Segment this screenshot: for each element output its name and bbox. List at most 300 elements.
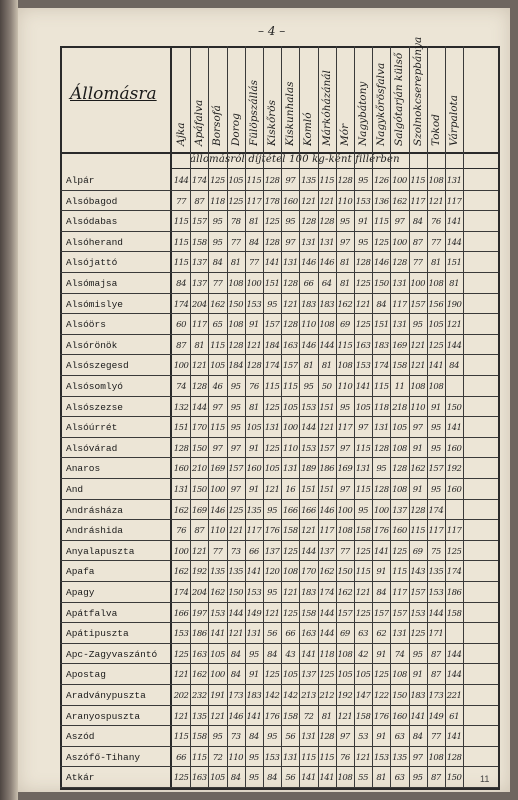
tariff-cell: 100	[392, 237, 407, 248]
tariff-cell: 95	[358, 176, 368, 186]
destination-column-header	[336, 50, 354, 150]
tariff-cell: 81	[430, 258, 441, 269]
tariff-cell: 141	[410, 711, 426, 722]
destination-name: Dorog	[229, 113, 242, 146]
station-name: Apagy	[66, 587, 95, 598]
tariff-cell: 117	[246, 196, 262, 207]
tariff-cell: 76	[430, 217, 441, 228]
tariff-cell: 100	[282, 423, 298, 434]
tariff-cell: 158	[301, 608, 316, 619]
tariff-cell: 118	[373, 402, 389, 413]
tariff-cell: 115	[173, 732, 189, 743]
tariff-cell: 69	[412, 546, 423, 557]
tariff-cell: 160	[392, 526, 407, 537]
tariff-cell: 131	[446, 176, 462, 186]
tariff-cell: 72	[303, 711, 314, 722]
tariff-cell: 184	[228, 361, 244, 372]
tariff-cell: 131	[301, 237, 316, 248]
tariff-cell: 97	[412, 752, 423, 763]
tariff-cell: 131	[392, 279, 407, 289]
tariff-cell: 91	[248, 485, 259, 495]
tariff-cell: 81	[449, 279, 459, 289]
tariff-cell: 128	[392, 464, 407, 475]
tariff-cell: 137	[301, 670, 316, 681]
tariff-cell: 128	[373, 485, 389, 495]
tariff-cell: 117	[446, 196, 462, 207]
tariff-cell: 135	[246, 505, 262, 516]
station-name: Andráshida	[66, 525, 124, 537]
tariff-cell: 163	[191, 649, 207, 660]
tariff-cell: 131	[392, 629, 407, 640]
tariff-cell: 121	[282, 299, 298, 310]
station-name: Alsóvárad	[66, 442, 118, 454]
tariff-cell: 135	[428, 567, 444, 578]
tariff-cell: 166	[282, 505, 298, 516]
destination-column-header	[190, 50, 208, 150]
tariff-cell: 184	[264, 340, 280, 351]
station-name: Apafa	[66, 566, 95, 578]
tariff-cell: 108	[337, 773, 353, 784]
tariff-cell: 87	[430, 773, 441, 784]
tariff-cell: 95	[212, 237, 223, 248]
tariff-cell: 125	[173, 773, 189, 784]
tariff-cell: 84	[412, 732, 423, 743]
tariff-cell: 153	[373, 752, 389, 763]
tariff-cell: 84	[449, 361, 459, 372]
tariff-cell: 131	[264, 423, 280, 434]
tariff-cell: 87	[194, 196, 205, 207]
tariff-cell: 55	[358, 773, 368, 784]
row-divider	[60, 787, 498, 788]
tariff-cell: 144	[428, 608, 444, 619]
tariff-cell: 171	[428, 629, 444, 640]
station-name: Andrásháza	[66, 504, 124, 516]
tariff-cell: 46	[212, 382, 223, 392]
tariff-cell: 174	[446, 567, 462, 578]
table-row	[60, 479, 498, 500]
tariff-cell: 163	[301, 629, 316, 640]
tariff-cell: 108	[410, 382, 426, 392]
book-binding-edge	[0, 0, 18, 800]
tariff-cell: 91	[376, 649, 387, 660]
tariff-cell: 121	[246, 340, 262, 351]
tariff-cell: 150	[337, 567, 353, 578]
tariff-cell: 174	[173, 299, 189, 310]
tariff-cell: 95	[430, 443, 441, 454]
table-row	[60, 644, 498, 665]
tariff-cell: 105	[210, 361, 225, 372]
tariff-cell: 125	[173, 649, 189, 660]
tariff-cell: 173	[228, 691, 244, 701]
tariff-cell: 115	[173, 237, 189, 248]
tariff-cell: 212	[319, 691, 335, 701]
page-number: – 4 –	[258, 24, 286, 38]
tariff-cell: 169	[392, 340, 407, 351]
tariff-cell: 158	[392, 361, 407, 372]
tariff-cell: 162	[337, 299, 353, 310]
tariff-cell: 141	[210, 629, 225, 640]
tariff-cell: 95	[267, 732, 277, 743]
tariff-cell: 95	[358, 505, 368, 516]
tariff-cell: 121	[228, 526, 244, 537]
tariff-cell: 95	[430, 423, 441, 434]
tariff-cell: 115	[173, 217, 189, 228]
tariff-cell: 162	[210, 588, 225, 598]
tariff-cell: 84	[248, 732, 259, 743]
tariff-cell: 66	[285, 629, 296, 640]
tariff-cell: 77	[339, 546, 350, 557]
tariff-cell: 95	[412, 773, 423, 784]
destination-column-header	[263, 50, 281, 150]
tariff-table	[60, 36, 498, 788]
tariff-cell: 176	[264, 526, 280, 537]
tariff-cell: 150	[446, 402, 462, 413]
tariff-cell: 77	[176, 196, 186, 207]
tariff-cell: 95	[339, 402, 350, 413]
tariff-cell: 110	[210, 526, 225, 537]
tariff-cell: 118	[319, 649, 335, 660]
tariff-cell: 153	[428, 588, 444, 598]
tariff-cell: 126	[373, 176, 389, 186]
tariff-cell: 128	[355, 258, 371, 269]
tariff-cell: 146	[301, 258, 316, 269]
tariff-cell: 105	[392, 423, 407, 434]
station-header: Állomásra	[70, 84, 157, 104]
tariff-cell: 95	[430, 485, 441, 495]
tariff-cell: 97	[285, 237, 296, 248]
table-row	[60, 706, 498, 727]
destination-column-header	[281, 50, 299, 150]
tariff-cell: 125	[355, 608, 371, 619]
tariff-cell: 63	[394, 773, 405, 784]
tariff-cell: 115	[410, 526, 426, 537]
tariff-cell: 135	[392, 752, 407, 763]
tariff-cell: 190	[446, 299, 462, 310]
table-row	[60, 232, 498, 253]
tariff-cell: 115	[410, 176, 426, 186]
tariff-cell: 128	[319, 217, 335, 228]
tariff-cell: 63	[394, 732, 405, 743]
tariff-cell: 100	[410, 279, 426, 289]
station-name: Alpár	[66, 175, 95, 186]
tariff-cell: 108	[337, 649, 353, 660]
tariff-cell: 115	[210, 423, 225, 434]
tariff-cell: 157	[373, 608, 389, 619]
tariff-cell: 150	[392, 691, 407, 701]
tariff-cell: 125	[264, 217, 280, 228]
tariff-cell: 108	[319, 320, 335, 331]
tariff-cell: 115	[319, 752, 335, 763]
table-row	[60, 170, 498, 191]
column-divider	[409, 46, 410, 788]
tariff-cell: 118	[210, 196, 225, 207]
tariff-cell: 163	[282, 340, 298, 351]
tariff-cell: 128	[228, 340, 244, 351]
tariff-cell: 108	[228, 320, 244, 331]
table-row	[60, 561, 498, 582]
tariff-cell: 183	[301, 588, 316, 598]
tariff-cell: 95	[212, 732, 223, 743]
tariff-cell: 169	[191, 505, 207, 516]
tariff-cell: 63	[358, 629, 368, 640]
tariff-cell: 95	[412, 649, 423, 660]
tariff-cell: 174	[373, 361, 389, 372]
tariff-cell: 151	[373, 320, 389, 331]
tariff-cell: 221	[446, 691, 462, 701]
tariff-cell: 77	[212, 546, 223, 557]
tariff-cell: 160	[246, 464, 262, 475]
destination-name: Kiskőrös	[266, 99, 278, 146]
tariff-cell: 157	[428, 464, 444, 475]
tariff-cell: 174	[191, 176, 207, 186]
tariff-cell: 144	[301, 546, 316, 557]
tariff-cell: 91	[412, 443, 423, 454]
tariff-cell: 76	[339, 752, 350, 763]
tariff-cell: 108	[228, 279, 244, 289]
tariff-cell: 125	[373, 237, 389, 248]
tariff-cell: 121	[301, 526, 316, 537]
destination-column-header	[299, 50, 317, 150]
tariff-cell: 147	[355, 691, 371, 701]
tariff-cell: 108	[428, 176, 444, 186]
tariff-cell: 157	[319, 443, 335, 454]
tariff-cell: 183	[301, 299, 316, 310]
tariff-cell: 149	[246, 608, 262, 619]
tariff-cell: 84	[176, 279, 186, 289]
tariff-cell: 157	[228, 464, 244, 475]
station-name: Alsóörs	[66, 319, 106, 331]
tariff-cell: 117	[410, 196, 426, 207]
tariff-cell: 146	[301, 340, 316, 351]
table-row	[60, 211, 498, 232]
tariff-cell: 115	[337, 340, 353, 351]
tariff-cell: 137	[319, 546, 335, 557]
tariff-cell: 97	[412, 423, 423, 434]
station-name: Alsóherand	[66, 236, 124, 248]
tariff-cell: 117	[392, 588, 407, 598]
tariff-cell: 141	[355, 382, 371, 392]
tariff-cell: 146	[319, 258, 335, 269]
tariff-cell: 162	[410, 464, 426, 475]
tariff-cell: 141	[319, 773, 335, 784]
tariff-cell: 192	[337, 691, 353, 701]
tariff-cell: 158	[191, 732, 207, 743]
unit-label: állomásról díjtétel 100 kg-ként fillérben	[190, 154, 400, 165]
destination-column-header	[390, 50, 408, 150]
tariff-cell: 105	[355, 402, 371, 413]
tariff-cell: 144	[446, 649, 462, 660]
destination-name: Borsofá	[211, 105, 224, 146]
tariff-cell: 142	[264, 691, 280, 701]
tariff-cell: 81	[248, 402, 259, 413]
tariff-cell: 125	[373, 670, 389, 681]
tariff-cell: 141	[428, 361, 444, 372]
tariff-cell: 87	[194, 526, 205, 537]
tariff-cell: 157	[392, 608, 407, 619]
tariff-cell: 16	[285, 485, 296, 495]
tariff-cell: 144	[301, 423, 316, 434]
tariff-cell: 117	[191, 320, 207, 331]
tariff-cell: 100	[210, 485, 225, 495]
tariff-cell: 87	[412, 237, 423, 248]
destination-name: Tokod	[429, 114, 442, 146]
tariff-cell: 81	[194, 340, 205, 351]
table-row	[60, 314, 498, 335]
tariff-cell: 115	[319, 176, 335, 186]
tariff-cell: 166	[301, 505, 316, 516]
station-name: Alsóúrrét	[66, 422, 118, 434]
tariff-cell: 97	[212, 402, 223, 413]
tariff-cell: 115	[355, 567, 371, 578]
tariff-cell: 42	[358, 649, 368, 660]
tariff-cell: 73	[230, 546, 241, 557]
tariff-cell: 131	[373, 423, 389, 434]
tariff-cell: 162	[337, 588, 353, 598]
tariff-cell: 121	[228, 629, 244, 640]
tariff-cell: 100	[173, 361, 189, 372]
destination-name: Kiskunhalas	[284, 81, 297, 146]
tariff-cell: 56	[267, 629, 277, 640]
tariff-cell: 95	[339, 217, 350, 228]
tariff-cell: 105	[282, 402, 298, 413]
tariff-cell: 160	[282, 196, 298, 207]
tariff-cell: 75	[430, 546, 441, 557]
tariff-cell: 232	[191, 691, 207, 701]
tariff-cell: 97	[339, 732, 350, 743]
tariff-cell: 174	[264, 361, 280, 372]
table-row	[60, 397, 498, 418]
tariff-cell: 125	[210, 176, 225, 186]
tariff-cell: 115	[210, 340, 225, 351]
tariff-cell: 74	[394, 649, 405, 660]
tariff-cell: 97	[339, 237, 350, 248]
tariff-cell: 150	[446, 773, 462, 784]
tariff-cell: 121	[319, 423, 335, 434]
tariff-cell: 115	[355, 485, 371, 495]
tariff-cell: 62	[376, 629, 387, 640]
tariff-cell: 84	[376, 588, 387, 598]
tariff-cell: 151	[319, 402, 335, 413]
tariff-cell: 105	[282, 670, 298, 681]
tariff-cell: 128	[337, 176, 353, 186]
tariff-cell: 115	[392, 567, 407, 578]
tariff-cell: 176	[373, 526, 389, 537]
destination-column-header	[245, 50, 263, 150]
tariff-cell: 144	[446, 340, 462, 351]
tariff-cell: 122	[373, 691, 389, 701]
tariff-cell: 100	[392, 176, 407, 186]
tariff-cell: 77	[248, 258, 259, 269]
tariff-cell: 108	[428, 279, 444, 289]
tariff-cell: 131	[282, 258, 298, 269]
tariff-cell: 131	[319, 237, 335, 248]
tariff-cell: 157	[410, 299, 426, 310]
tariff-cell: 115	[355, 443, 371, 454]
column-divider	[227, 46, 228, 788]
tariff-cell: 121	[173, 670, 189, 681]
tariff-cell: 128	[282, 279, 298, 289]
tariff-cell: 91	[412, 485, 423, 495]
destination-column-header	[318, 50, 336, 150]
tariff-cell: 115	[282, 382, 298, 392]
tariff-cell: 60	[176, 320, 186, 331]
tariff-cell: 128	[410, 505, 426, 516]
tariff-cell: 115	[173, 258, 189, 269]
tariff-cell: 120	[264, 567, 280, 578]
tariff-cell: 146	[228, 711, 244, 722]
table-row	[60, 664, 498, 685]
tariff-cell: 202	[173, 691, 189, 701]
tariff-cell: 97	[358, 423, 368, 434]
tariff-cell: 158	[282, 526, 298, 537]
tariff-cell: 125	[392, 546, 407, 557]
tariff-cell: 141	[301, 649, 316, 660]
table-row	[60, 623, 498, 644]
tariff-cell: 135	[191, 711, 207, 722]
tariff-cell: 158	[355, 526, 371, 537]
tariff-cell: 121	[355, 588, 371, 598]
tariff-cell: 97	[212, 443, 223, 454]
station-name: Apátfalva	[66, 607, 118, 619]
column-divider	[318, 46, 319, 788]
tariff-cell: 157	[337, 608, 353, 619]
table-row	[60, 458, 498, 479]
tariff-cell: 157	[264, 320, 280, 331]
tariff-cell: 128	[392, 258, 407, 269]
tariff-cell: 151	[446, 258, 462, 269]
tariff-cell: 91	[412, 670, 423, 681]
destination-column-header	[227, 50, 245, 150]
tariff-cell: 84	[412, 217, 423, 228]
tariff-cell: 144	[228, 608, 244, 619]
tariff-cell: 183	[246, 691, 262, 701]
tariff-cell: 105	[228, 176, 244, 186]
tariff-cell: 121	[428, 196, 444, 207]
column-divider	[427, 46, 428, 788]
tariff-cell: 153	[264, 752, 280, 763]
tariff-cell: 95	[303, 382, 314, 392]
tariff-cell: 117	[392, 299, 407, 310]
tariff-cell: 160	[446, 443, 462, 454]
column-divider	[263, 46, 264, 788]
tariff-cell: 157	[282, 361, 298, 372]
destination-column-header	[208, 50, 226, 150]
tariff-cell: 77	[412, 258, 423, 269]
tariff-cell: 81	[339, 258, 350, 269]
table-row	[60, 355, 498, 376]
tariff-cell: 149	[428, 711, 444, 722]
tariff-cell: 158	[282, 711, 298, 722]
tariff-cell: 125	[410, 629, 426, 640]
corner-mark: 11	[480, 774, 490, 784]
station-name: Aszófő-Tihany	[66, 751, 141, 763]
tariff-cell: 204	[191, 299, 207, 310]
tariff-cell: 144	[446, 237, 462, 248]
tariff-cell: 153	[355, 361, 371, 372]
tariff-cell: 174	[319, 588, 335, 598]
station-name: Alsószegesd	[66, 360, 129, 372]
tariff-cell: 110	[228, 752, 244, 763]
tariff-cell: 158	[446, 608, 462, 619]
tariff-cell: 146	[210, 505, 225, 516]
tariff-cell: 128	[264, 176, 280, 186]
tariff-cell: 81	[248, 217, 259, 228]
table-row	[60, 767, 498, 788]
table-row	[60, 603, 498, 624]
tariff-cell: 108	[337, 361, 353, 372]
tariff-cell: 77	[430, 732, 441, 743]
tariff-cell: 100	[246, 279, 262, 289]
